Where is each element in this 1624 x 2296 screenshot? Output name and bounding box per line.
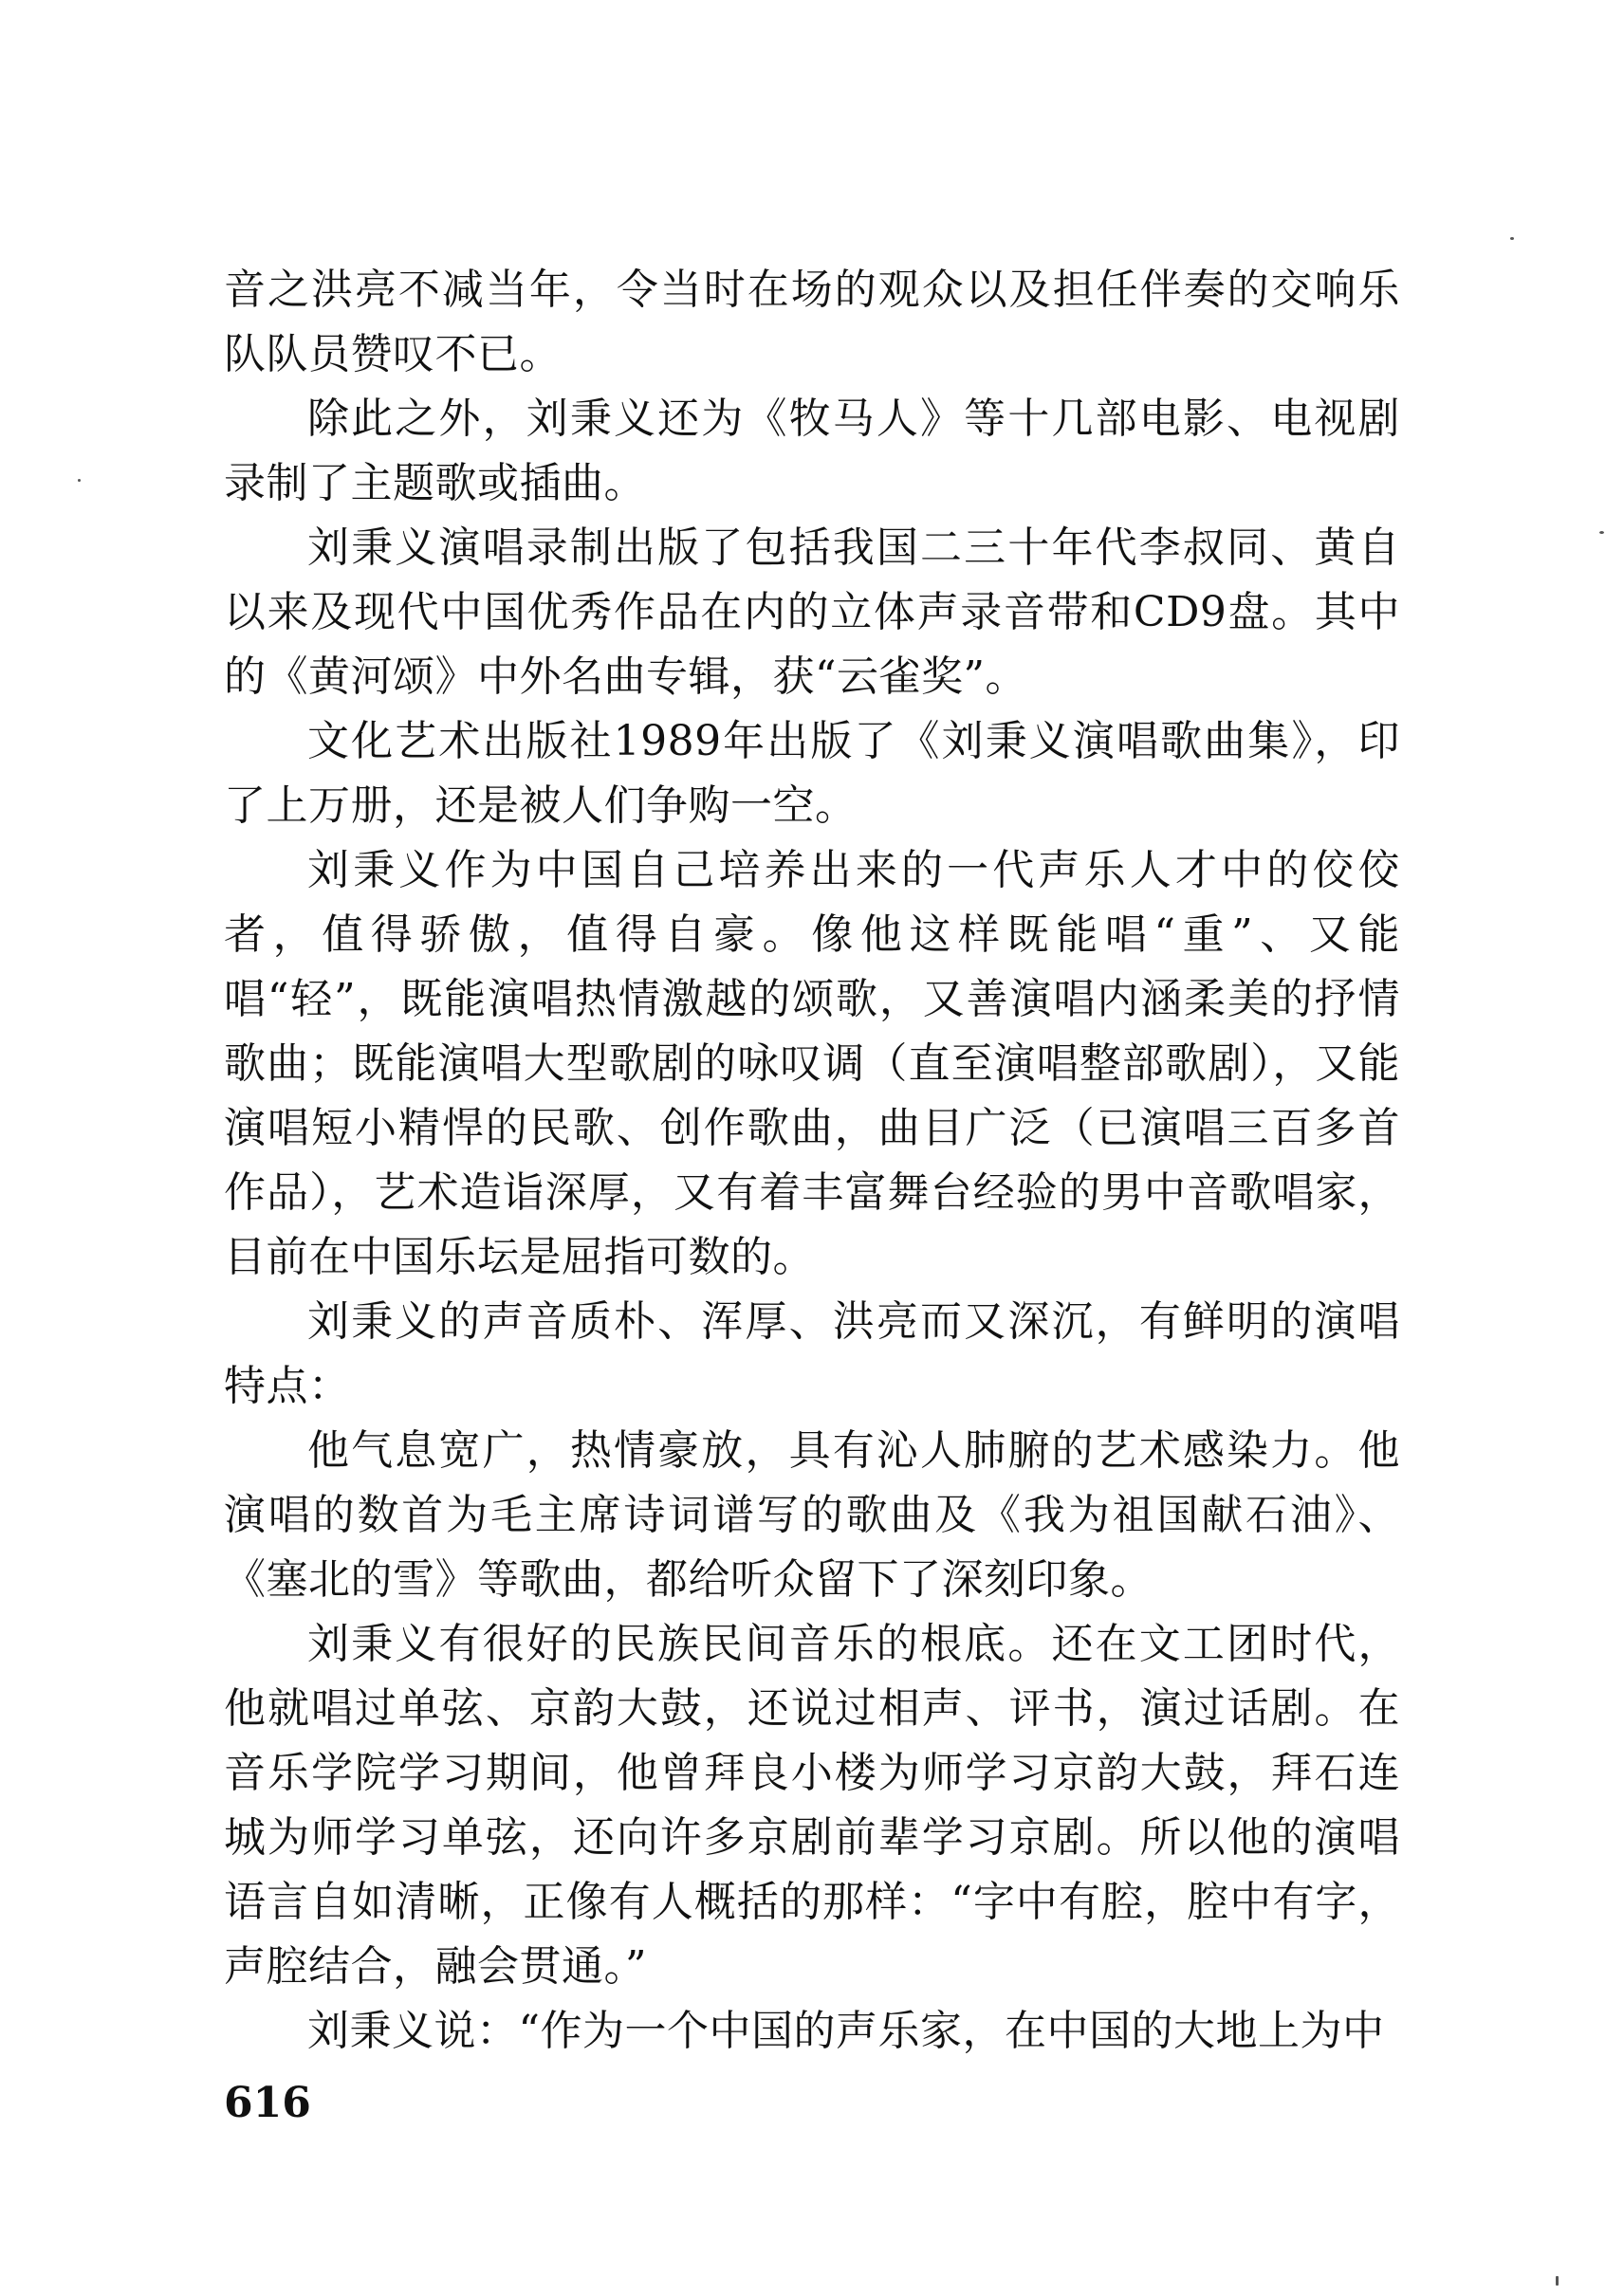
page-number: 616: [224, 2079, 311, 2127]
scan-speck: [78, 479, 81, 482]
paragraph-7: 他气息宽广，热情豪放，具有沁人肺腑的艺术感染力。他演唱的数首为毛主席诗词谱写的歌曲及《我为祖国献石油》、《塞北的雪》等歌曲，都给听众留下了深刻印象。: [224, 1426, 1400, 1604]
scan-speck: [1556, 2276, 1559, 2286]
paragraph-8: 刘秉义有很好的民族民间音乐的根底。还在文工团时代，他就唱过单弦、京韵大鼓，还说过相声、评书，演过话剧。在音乐学院学习期间，他曾拜良小楼为师学习京韵大鼓，拜石连城为师学习单弦，还向许多京剧前辈学习京剧。所以他的演唱语言自如清晰，正像有人概括的那样：“字中有腔，腔中有字，声腔结合，融会贯通。”: [224, 1620, 1400, 1991]
paragraph-6: 刘秉义的声音质朴、浑厚、洪亮而又深沉，有鲜明的演唱特点：: [224, 1297, 1400, 1410]
paragraph-2: 除此之外，刘秉义还为《牧马人》等十几部电影、电视剧录制了主题歌或插曲。: [224, 395, 1400, 507]
paragraph-5: 刘秉义作为中国自己培养出来的一代声乐人才中的佼佼者，值得骄傲，值得自豪。像他这样既能唱“重”、又能唱“轻”，既能演唱热情激越的颂歌，又善演唱内涵柔美的抒情歌曲；既能演唱大型歌剧的咏叹调（直至演唱整部歌剧），又能演唱短小精悍的民歌、创作歌曲，曲目广泛（已演唱三百多首作品），艺术造诣深厚，又有着丰富舞台经验的男中音歌唱家，目前在中国乐坛是屈指可数的。: [224, 846, 1400, 1281]
paragraph-3: 刘秉义演唱录制出版了包括我国二三十年代李叔同、黄自以来及现代中国优秀作品在内的立体声录音带和CD9盘。其中的《黄河颂》中外名曲专辑，获“云雀奖”。: [224, 523, 1400, 701]
body-text: [224, 258, 1400, 2064]
scan-speck: [1599, 531, 1604, 534]
paragraph-4: 文化艺术出版社1989年出版了《刘秉义演唱歌曲集》，印了上万册，还是被人们争购一空。: [224, 717, 1400, 830]
paragraph-9: 刘秉义说：“作为一个中国的声乐家，在中国的大地上为中: [307, 2007, 1385, 2055]
paragraph-1: 音之洪亮不减当年，令当时在场的观众以及担任伴奏的交响乐队队员赞叹不已。: [224, 266, 1400, 378]
scan-speck: [1510, 237, 1514, 240]
